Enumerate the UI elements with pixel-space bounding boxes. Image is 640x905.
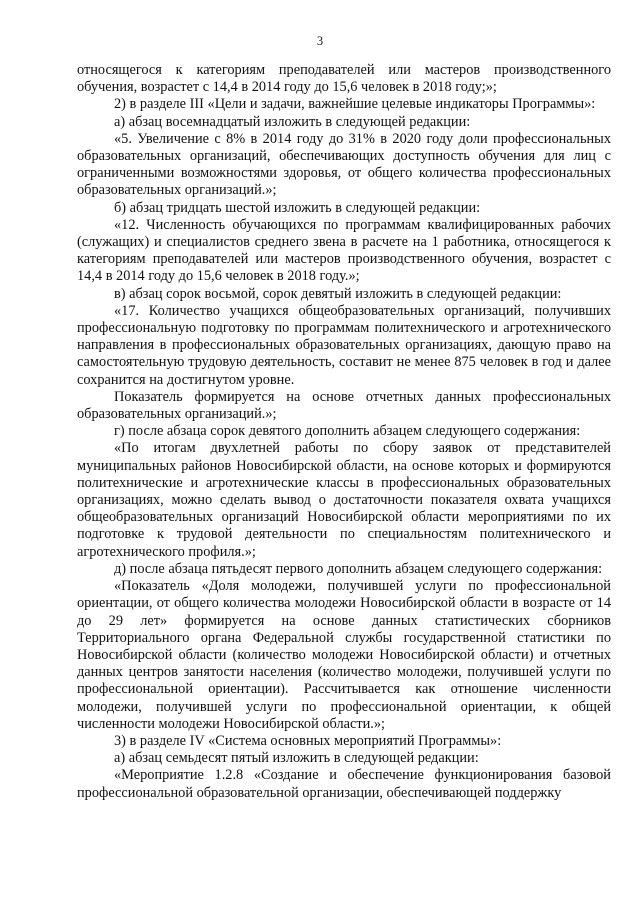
paragraph-subitem-b: б) абзац тридцать шестой изложить в следующей редакции: <box>114 199 481 216</box>
paragraph-quote-17: «17. Количество учащихся общеобразовательных организаций, получивших профессиональную подготовку по программам политехнического и агротехнического направления в профессиональных образовательных организациях, дающую право на самостоятельную трудовую деятельность, составит не менее 875 человек в год и далее сохранится на достигнутом уровне. <box>77 302 611 388</box>
paragraph-subitem-a-75: а) абзац семьдесят пятый изложить в следующей редакции: <box>114 750 479 767</box>
paragraph-subitem-d: д) после абзаца пятьдесят первого дополнить абзацем следующего содержания: <box>114 560 603 577</box>
paragraph-subitem-a: а) абзац восемнадцатый изложить в следующей редакции: <box>114 113 471 130</box>
paragraph-quote-5: «5. Увеличение с 8% в 2014 году до 31% в 2020 году доли профессиональных образовательных организаций, обеспечивающих доступность обучения для лиц с ограниченными возможностями здоровья, от общего количества профессиональных образовательных организаций.»; <box>77 130 611 199</box>
paragraph-quote-12: «12. Численность обучающихся по программам квалифицированных рабочих (служащих) и специалистов среднего звена в расчете на 1 работника, относящегося к категориям преподавателей или мастеров производственного обучения, возрастет с 14,4 в 2014 году до 15,6 человек в 2018 году.»; <box>77 216 611 285</box>
paragraph-quote-youth-share: «Показатель «Доля молодежи, получившей услуги по профессиональной ориентации, от общего количества молодежи Новосибирской области в возрасте от 14 до 29 лет» формируется на основе данных статистических сборников Территориального органа Федеральной службы государственной статистики по Новосибирской области (количество молодежи Новосибирской области) и отчетных данных центров занятости населения (количество молодежи, получившей услуги по профессиональной ориентации). Рассчитывается как отношение численности молодежи, получившей услуги по профессиональной ориентации, к общей численности молодежи Новосибирской области.»; <box>77 578 611 732</box>
paragraph-subitem-v: в) абзац сорок восьмой, сорок девятый изложить в следующей редакции: <box>114 285 562 302</box>
paragraph-item-section-4: 3) в разделе IV «Система основных мероприятий Программы»: <box>114 732 502 749</box>
paragraph-item-section-3: 2) в разделе III «Цели и задачи, важнейшие целевые индикаторы Программы»: <box>114 96 596 113</box>
paragraph-continuation: относящегося к категориям преподавателей или мастеров производственного обучения, возрастет с 14,4 в 2014 году до 15,6 человек в 2018 году;»; <box>77 62 611 96</box>
document-body <box>77 62 611 802</box>
page-number: 3 <box>316 34 324 48</box>
paragraph-subitem-g: г) после абзаца сорок девятого дополнить абзацем следующего содержания: <box>114 423 581 440</box>
paragraph-quote-measure-1-2-8: «Мероприятие 1.2.8 «Создание и обеспечение функционирования базовой профессиональной образовательной организации, обеспечивающей поддержку <box>77 767 611 801</box>
paragraph-quote-results: «По итогам двухлетней работы по сбору заявок от представителей муниципальных районов Новосибирской области, на основе которых и формируются политехнические и агротехнические классы в профессиональных образовательных организациях, можно сделать вывод о достаточности показателя охвата учащихся общеобразовательных организаций Новосибирской области мероприятиями по их подготовке к трудовой деятельности по специальностям политехнического и агротехнического профиля.»; <box>77 440 611 560</box>
paragraph-indicator-basis: Показатель формируется на основе отчетных данных профессиональных образовательных организаций.»; <box>77 388 611 423</box>
